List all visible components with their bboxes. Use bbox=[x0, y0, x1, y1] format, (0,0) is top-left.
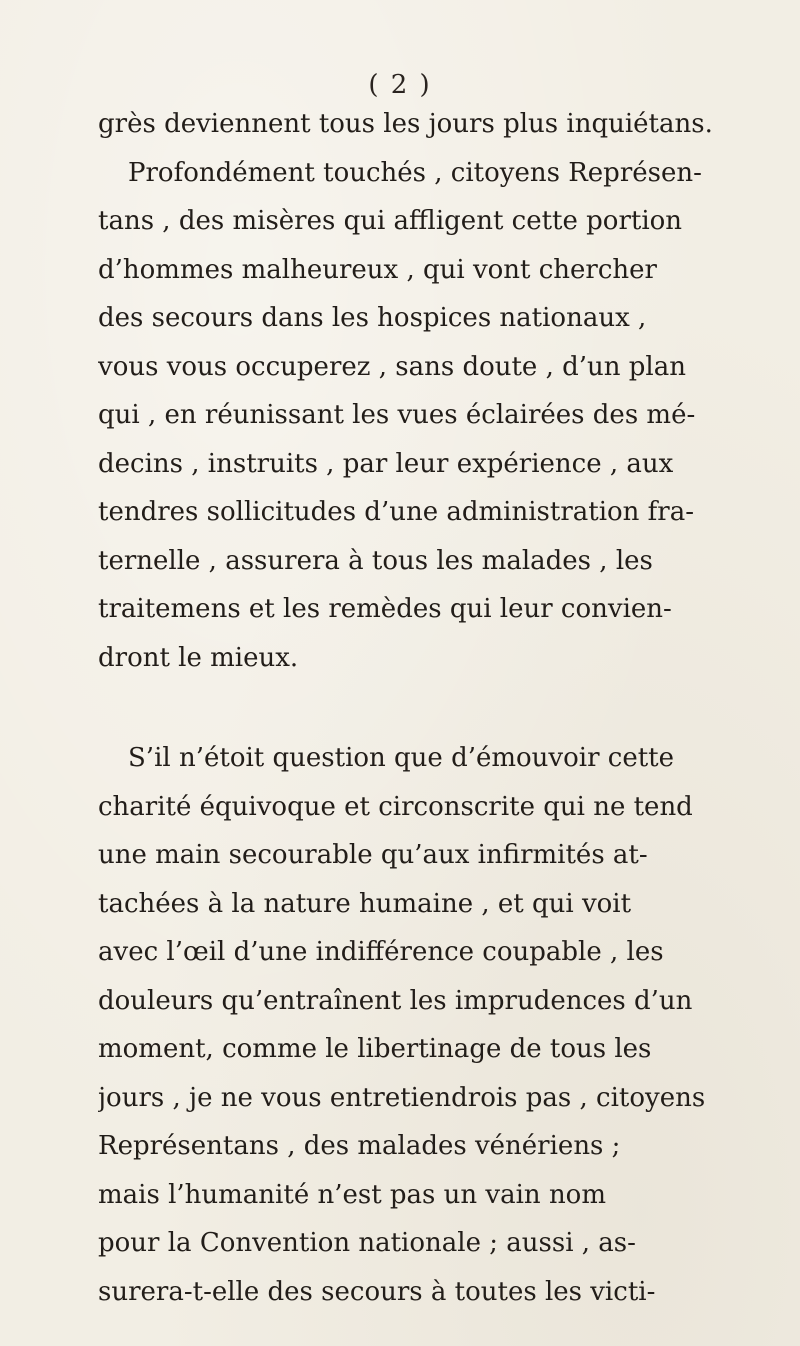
text-line: d’hommes malheureux , qui vont chercher bbox=[98, 254, 657, 285]
text-line: moment, comme le libertinage de tous les bbox=[98, 1034, 652, 1064]
text-line: Profondément touchés , citoyens Représen- bbox=[128, 157, 702, 188]
paragraph-spacer bbox=[98, 682, 798, 734]
text-line: vous vous occuperez , sans doute , d’un plan bbox=[98, 351, 686, 382]
text-line: dront le mieux. bbox=[98, 642, 299, 673]
text-line: tendres sollicitudes d’une administration fra- bbox=[98, 497, 695, 527]
paragraph-1 bbox=[98, 100, 798, 682]
text-line: douleurs qu’entraînent les imprudences d’un bbox=[98, 985, 693, 1016]
text-line: une main secourable qu’aux infirmités at- bbox=[98, 840, 648, 870]
text-line: tachées à la nature humaine , et qui voit bbox=[98, 888, 632, 919]
text-line: qui , en réunissant les vues éclairées des mé- bbox=[98, 400, 696, 430]
text-line: des secours dans les hospices nationaux , bbox=[98, 303, 647, 333]
text-line: traitemens et les remèdes qui leur convien- bbox=[98, 594, 672, 624]
text-line: pour la Convention nationale ; aussi , as- bbox=[98, 1228, 636, 1258]
text-line: surera-t-elle des secours à toutes les victi- bbox=[98, 1276, 656, 1307]
text-line: grès deviennent tous les jours plus inquiétans. bbox=[98, 109, 713, 139]
text-line: ternelle , assurera à tous les malades , les bbox=[98, 545, 653, 576]
text-line: S’il n’étoit question que d’émouvoir cette bbox=[128, 743, 675, 773]
text-line: jours , je ne vous entretiendrois pas , citoyens bbox=[98, 1082, 706, 1113]
text-line: decins , instruits , par leur expérience , aux bbox=[98, 448, 674, 479]
page-number: ( 2 ) bbox=[368, 70, 432, 100]
text-line: Représentans , des malades vénériens ; bbox=[98, 1131, 621, 1161]
text-line: tans , des misères qui affligent cette portion bbox=[98, 206, 683, 236]
text-line: charité équivoque et circonscrite qui ne tend bbox=[98, 791, 693, 822]
text-line: avec l’œil d’une indifférence coupable , les bbox=[98, 937, 664, 967]
paragraph-2 bbox=[98, 734, 798, 1316]
body-text bbox=[98, 100, 798, 1316]
text-line: mais l’humanité n’est pas un vain nom bbox=[98, 1179, 606, 1210]
